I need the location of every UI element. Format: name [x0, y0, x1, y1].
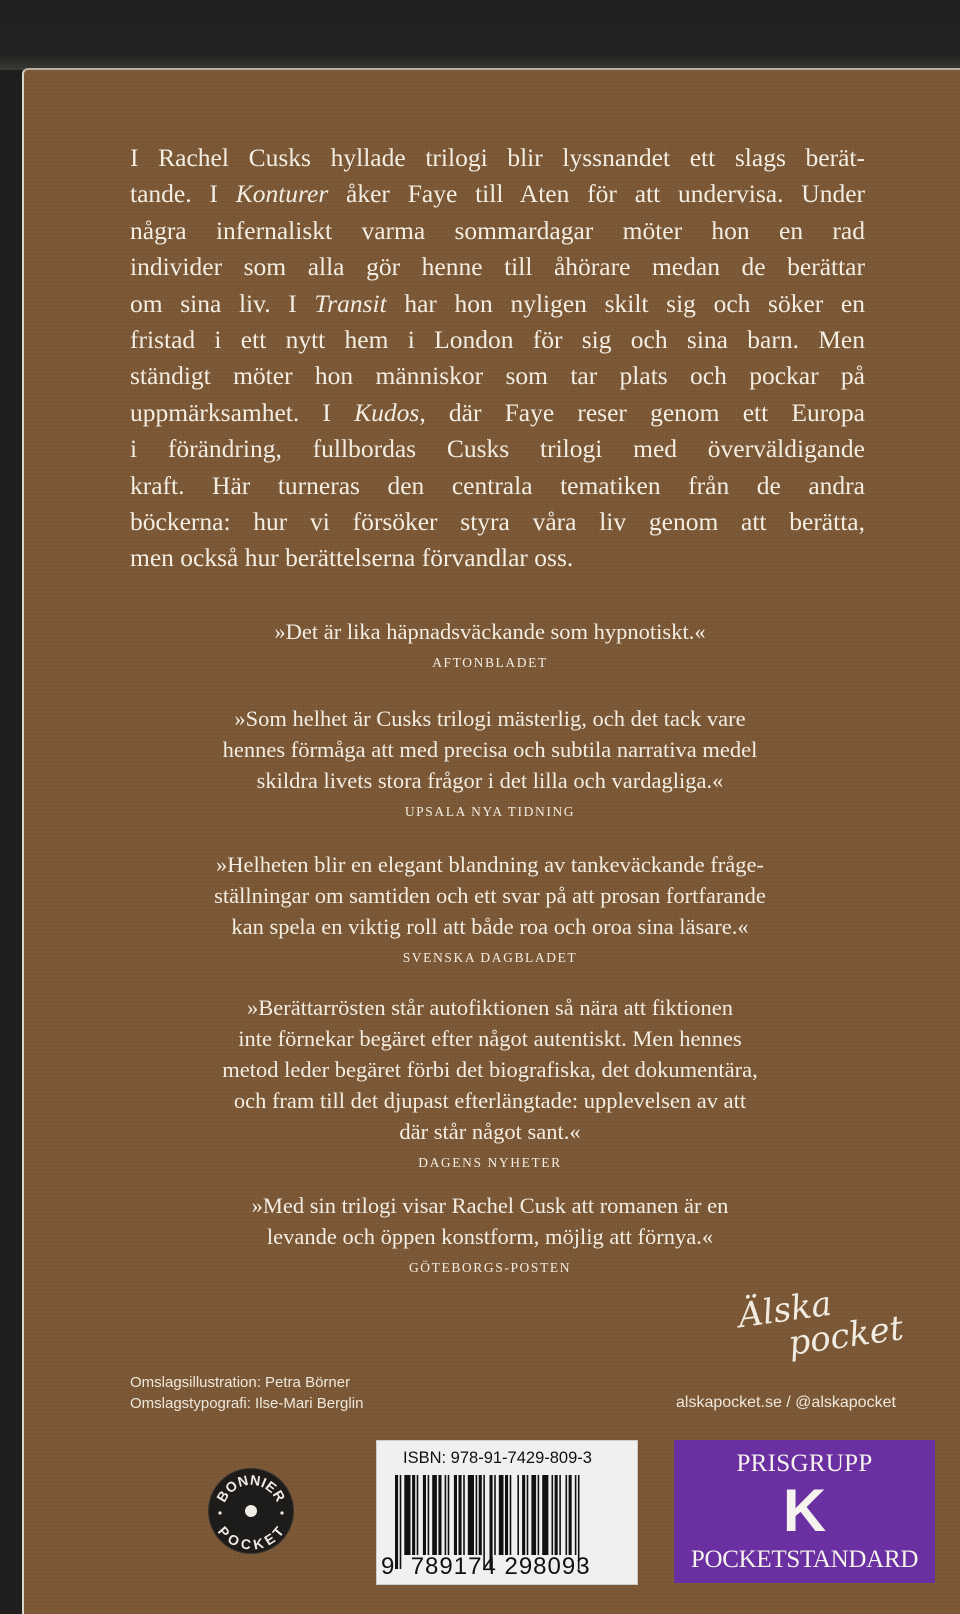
barcode-digit-first: 9	[381, 1553, 396, 1580]
blurb-text: uppmärksamhet. I	[130, 397, 355, 427]
blurb-line	[130, 213, 865, 249]
blurb-text: I Rachel Cusks hyllade trilogi blir lyssnandet ett slags berät-	[130, 143, 865, 172]
review-quote	[130, 849, 850, 968]
blurb-line	[130, 249, 865, 285]
blurb-line	[130, 358, 865, 394]
blurb-line	[130, 504, 865, 540]
quote-line: »Med sin trilogi visar Rachel Cusk att romanen är en	[251, 1193, 729, 1218]
blurb-line	[130, 176, 865, 212]
blurb-text: fristad i ett nytt hem i London för sig och sina barn. Men	[130, 325, 865, 355]
blurb-paragraph	[130, 140, 865, 577]
quote-source: GÖTEBORGS-POSTEN	[408, 1260, 572, 1275]
blurb-line	[130, 540, 865, 576]
blurb-line	[130, 322, 865, 358]
blurb-text: om sina liv. I	[130, 288, 315, 318]
quote-line: hennes förmåga att med precisa och subtila narrativa medel	[222, 737, 758, 762]
blurb-text: , där Faye reser genom ett Europa	[419, 397, 865, 427]
blurb-text: några infernaliskt varma sommardagar möter hon en rad	[130, 215, 865, 245]
blurb-line	[130, 140, 865, 176]
blurb-text: individer som alla gör henne till åhörare medan de berättar	[130, 252, 865, 282]
bonnier-pocket-logo-icon	[208, 1468, 294, 1554]
quote-line: »Helheten blir en elegant blandning av tankeväckande fråge-	[216, 852, 764, 877]
quote-line: »Som helhet är Cusks trilogi mästerlig, och det tack vare	[234, 706, 746, 731]
quote-line: och fram till det djupast efterlängtade: upplevelsen av att	[233, 1088, 747, 1113]
book-title-italic: Konturer	[235, 179, 329, 209]
quote-line: kan spela en viktig roll att både roa och oroa sina läsare.«	[231, 914, 749, 939]
quote-line: »Det är lika häpnadsväckande som hypnotiskt.«	[274, 619, 706, 644]
quote-source: SVENSKA DAGBLADET	[402, 950, 578, 965]
blurb-text: böckerna: hur vi försöker styra våra liv genom att berätta,	[130, 507, 865, 537]
review-quote	[130, 992, 850, 1173]
quote-source: DAGENS NYHETER	[418, 1155, 562, 1170]
blurb-text: tande. I	[130, 179, 236, 209]
review-quote	[130, 616, 850, 673]
blurb-line	[130, 431, 865, 467]
brand-url: alskapocket.se / @alskapocket	[676, 1394, 896, 1411]
alska-pocket-logo	[730, 1283, 910, 1364]
quote-text	[130, 616, 850, 647]
barcode-digit-group1: 789174	[410, 1553, 497, 1580]
quote-line: »Berättarrösten står autofiktionen så nära att fiktionen	[246, 995, 734, 1020]
price-group-label: PRISGRUPP	[736, 1450, 873, 1477]
quote-line: där står något sant.«	[399, 1119, 581, 1144]
barcode-digit-group2: 298093	[504, 1553, 591, 1580]
quote-source: UPSALA NYA TIDNING	[404, 804, 576, 819]
book-title-italic: Transit	[314, 288, 387, 318]
review-quote	[130, 1190, 850, 1278]
quote-text	[130, 992, 850, 1147]
cover-credits	[130, 1372, 363, 1414]
brand-script-word2: pocket	[785, 1308, 906, 1364]
blurb-line	[130, 468, 865, 504]
blurb-text: i förändring, fullbordas Cusks trilogi med överväldigande	[130, 434, 865, 464]
review-quote	[130, 703, 850, 822]
barcode-digits	[381, 1553, 591, 1581]
quote-text	[130, 703, 850, 796]
credit-typography: Omslagstypografi: Ilse-Mari Berglin	[130, 1395, 364, 1412]
price-group-standard: POCKETSTANDARD	[690, 1546, 919, 1573]
book-title-italic: Kudos	[354, 397, 420, 427]
svg-text:BONNIER: BONNIER	[213, 1471, 289, 1505]
blurb-text: har hon nyligen skilt sig och söker en	[386, 288, 865, 318]
blurb-text: men också hur berättelserna förvandlar oss.	[130, 543, 574, 573]
quote-text	[130, 1190, 850, 1252]
quote-line: ställningar om samtiden och ett svar på att prosan fortfarande	[214, 883, 766, 908]
blurb-text: kraft. Här turneras den centrala tematiken från de andra	[130, 470, 865, 500]
credit-illustration: Omslagsillustration: Petra Börner	[130, 1374, 351, 1391]
quote-line: levande och öppen konstform, möjlig att förnya.«	[266, 1224, 714, 1249]
scanner-background	[0, 0, 960, 70]
quote-line: metod leder begäret förbi det biografiska, det dokumentära,	[222, 1057, 758, 1082]
blurb-text: ständigt möter hon människor som tar plats och pockar på	[130, 361, 865, 391]
blurb-line	[130, 286, 865, 322]
svg-text:POCKET: POCKET	[214, 1523, 288, 1553]
quote-line: skildra livets stora frågor i det lilla och vardagliga.«	[256, 768, 724, 793]
isbn-label: ISBN: 978-91-7429-809-3	[403, 1449, 592, 1467]
quote-text	[130, 849, 850, 942]
isbn-barcode	[376, 1440, 638, 1585]
price-group-badge	[674, 1440, 935, 1583]
quote-line: inte förnekar begäret efter något autentiskt. Men hennes	[238, 1026, 742, 1051]
blurb-line	[130, 395, 865, 431]
blurb-text: åker Faye till Aten för att undervisa. Under	[328, 179, 866, 209]
quote-source: AFTONBLADET	[432, 655, 548, 670]
brand-script-word1: Älska	[735, 1283, 835, 1337]
price-group-letter: K	[782, 1477, 827, 1544]
